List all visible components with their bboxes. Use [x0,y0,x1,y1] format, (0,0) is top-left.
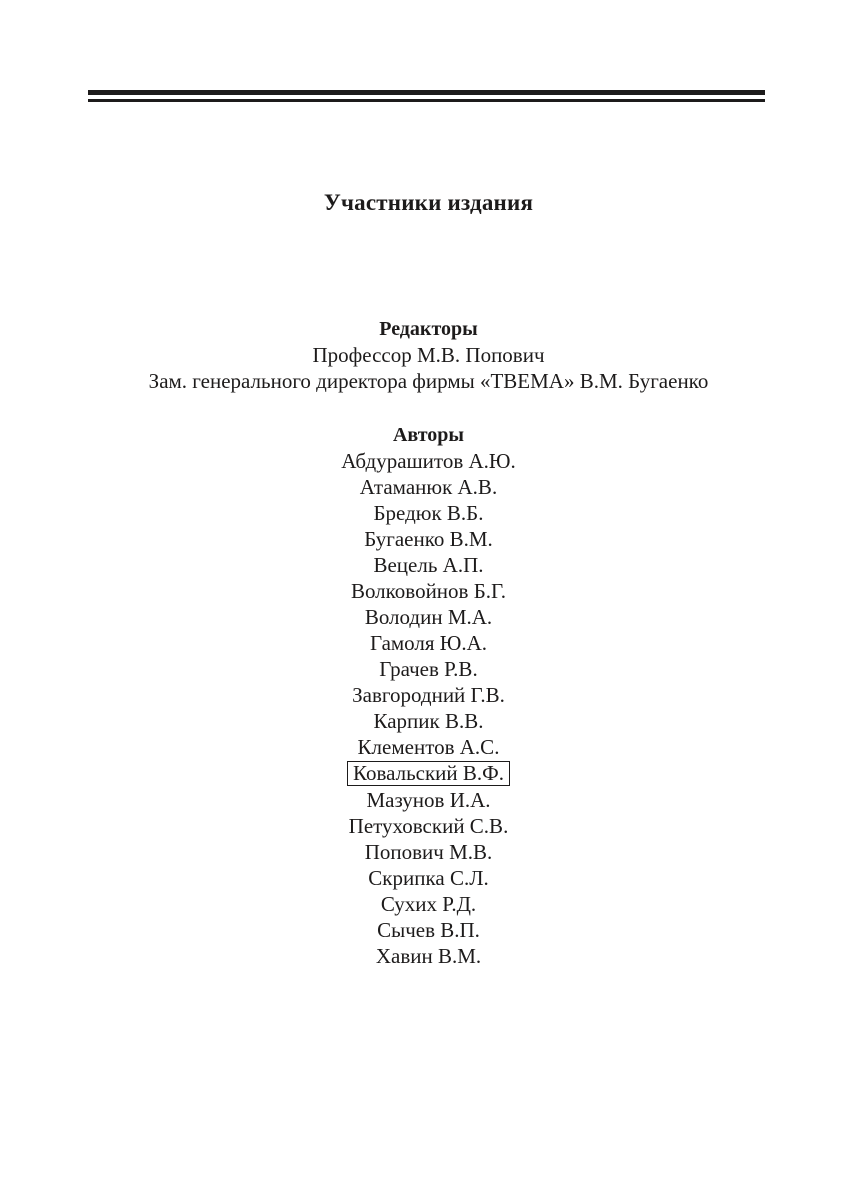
editor-line: Профессор М.В. Попович [312,343,545,367]
editor-line: Зам. генерального директора фирмы «ТВЕМА» В.М. Бугаенко [148,369,709,393]
author-name: Гамоля Ю.А. [369,631,488,655]
authors-heading: Авторы [392,424,465,446]
author-name: Волковойнов Б.Г. [350,579,507,603]
author-name: Карпик В.В. [373,709,484,733]
author-row [0,813,857,839]
author-row [0,500,857,526]
authors-section [0,422,857,969]
author-name: Сухих Р.Д. [380,892,477,916]
author-name: Володин М.А. [364,605,493,629]
author-name: Хавин В.М. [375,944,482,968]
author-row [0,552,857,578]
author-row [0,630,857,656]
author-row [0,448,857,474]
authors-list [0,448,857,969]
author-name: Вецель А.П. [373,553,484,577]
author-name: Клементов А.С. [357,735,500,759]
editors-section [0,316,857,394]
author-row [0,943,857,969]
rule-thin-line [88,99,765,102]
author-name: Бредюк В.Б. [373,501,484,525]
author-name: Бугаенко В.М. [364,527,493,551]
author-name: Скрипка С.Л. [368,866,489,890]
author-name: Попович М.В. [364,840,493,864]
author-row [0,839,857,865]
author-row [0,578,857,604]
author-row [0,787,857,813]
author-row [0,865,857,891]
author-name-link-box[interactable]: Ковальский В.Ф. [347,761,510,786]
author-row [0,760,857,787]
author-row [0,526,857,552]
author-name: Сычев В.П. [377,918,480,942]
author-name: Завгородний Г.В. [352,683,505,707]
author-row [0,682,857,708]
editors-heading: Редакторы [379,318,478,340]
author-row [0,708,857,734]
author-row [0,656,857,682]
author-name: Грачев Р.В. [379,657,478,681]
author-row [0,891,857,917]
author-row [0,917,857,943]
author-row [0,474,857,500]
author-name: Мазунов И.А. [366,788,491,812]
author-row [0,734,857,760]
author-name: Атаманюк А.В. [359,475,498,499]
author-row [0,604,857,630]
page-title: Участники издания [323,190,534,215]
author-name: Петуховский С.В. [348,814,509,838]
top-double-rule [88,90,765,102]
author-name: Абдурашитов А.Ю. [341,449,516,473]
